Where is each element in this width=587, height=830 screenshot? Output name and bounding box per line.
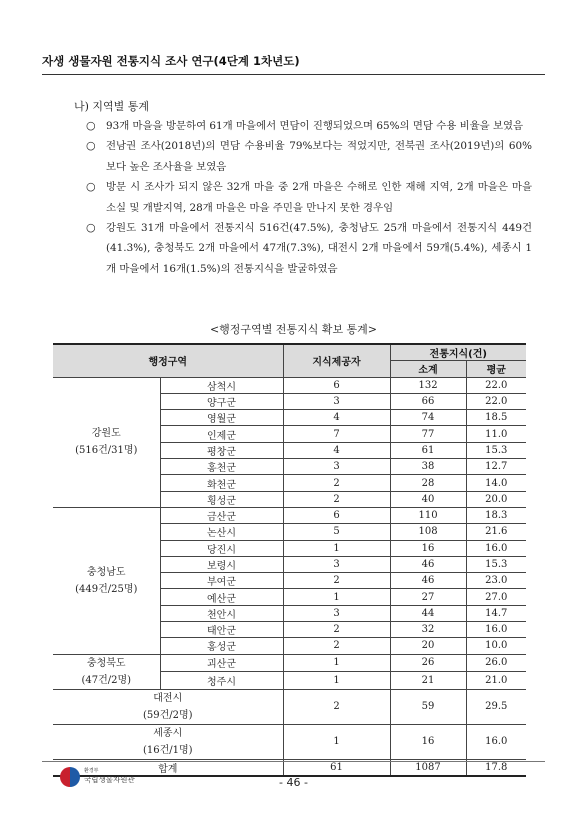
average-cell: 26.0 [466,654,526,672]
bullet-text: 강원도 31개 마을에서 전통지식 516건(47.5%), 충청남도 25개 마을에서 전통지식 449건(41.3%), 충청북도 2개 마을에서 47개(7.3%), 대전시 2개 마을에서 59개(5.4%), 세종시 1개 마을에서 16개(1.5%)의 전통지식을 발굴하였음 [106,222,532,275]
average-cell: 18.5 [466,410,526,426]
subtotal-cell: 46 [390,573,466,589]
average-cell: 16.0 [466,540,526,556]
district-cell: 괴산군 [160,654,283,672]
subtotal-cell: 27 [390,589,466,605]
average-cell: 21.0 [466,672,526,690]
region-cell [53,377,160,507]
total-providers: 61 [283,759,390,776]
region-statistics-table [53,343,526,777]
header-knowledge: 전통지식(건) [390,344,526,361]
providers-cell: 5 [283,524,390,540]
subtotal-cell: 61 [390,442,466,458]
region-summary: (449건/25명) [75,583,138,595]
region-summary: (59건/2명) [142,709,193,721]
providers-cell: 1 [283,672,390,690]
district-cell: 부여군 [160,573,283,589]
providers-cell: 3 [283,605,390,621]
table-row [53,507,526,523]
district-cell: 홍성군 [160,638,283,654]
region-summary: (47건/2명) [81,674,132,686]
region-cell [53,507,160,654]
subtotal-cell: 26 [390,654,466,672]
bullet-item [86,177,532,218]
average-cell: 22.0 [466,377,526,393]
providers-cell: 2 [283,573,390,589]
total-label: 합계 [53,759,283,776]
district-cell: 영월군 [160,410,283,426]
district-cell: 논산시 [160,524,283,540]
header-divider [42,74,545,75]
average-cell: 15.3 [466,442,526,458]
district-cell: 평창군 [160,442,283,458]
average-cell: 16.0 [466,724,526,759]
region-name: 강원도 [91,428,121,440]
subtotal-cell: 132 [390,377,466,393]
circle-bullet-icon: ○ [86,221,96,235]
average-cell: 10.0 [466,638,526,654]
providers-cell: 2 [283,638,390,654]
average-cell: 18.3 [466,507,526,523]
bullet-text: 93개 마을을 방문하여 61개 마을에서 면담이 진행되었으며 65%의 면담 수용 비율을 보였음 [106,120,524,132]
district-cell: 예산군 [160,589,283,605]
subtotal-cell: 46 [390,556,466,572]
providers-cell: 1 [283,724,390,759]
region-cell [53,654,160,689]
subtotal-cell: 108 [390,524,466,540]
subtotal-cell: 66 [390,393,466,409]
circle-bullet-icon: ○ [86,139,96,153]
district-cell: 삼척시 [160,377,283,393]
providers-cell: 3 [283,393,390,409]
providers-cell: 3 [283,556,390,572]
total-average: 17.8 [466,759,526,776]
table-row [53,654,526,672]
bullet-text: 방문 시 조사가 되지 않은 32개 마을 중 2개 마을은 수해로 인한 재해 지역, 2개 마을은 마을 소실 및 개발지역, 28개 마을은 마을 주민을 만나지 못한 경우임 [106,181,532,214]
average-cell: 14.0 [466,475,526,491]
district-cell: 태안군 [160,622,283,638]
subtotal-cell: 77 [390,426,466,442]
district-cell: 홍천군 [160,459,283,475]
subtotal-cell: 40 [390,491,466,507]
table-row [53,377,526,393]
average-cell: 16.0 [466,622,526,638]
region-summary: (16건/1명) [142,744,193,756]
region-name: 대전시 [153,692,183,704]
logo-institute: 국립생물자원관 [84,775,135,784]
circle-bullet-icon: ○ [86,180,96,194]
average-cell: 23.0 [466,573,526,589]
subtotal-cell: 59 [390,689,466,724]
average-cell: 21.6 [466,524,526,540]
region-name: 충청남도 [86,566,126,578]
footer-divider [42,761,545,762]
bullet-item [86,136,532,177]
region-name: 충청북도 [86,657,126,669]
table-row [53,724,526,759]
subtotal-cell: 20 [390,638,466,654]
district-cell: 화천군 [160,475,283,491]
average-cell: 15.3 [466,556,526,572]
providers-cell: 2 [283,491,390,507]
district-cell: 천안시 [160,605,283,621]
logo-ministry: 환경부 [84,768,99,774]
district-cell: 양구군 [160,393,283,409]
providers-cell: 3 [283,459,390,475]
subtotal-cell: 74 [390,410,466,426]
bullet-list [86,116,532,279]
region-name: 세종시 [153,727,183,739]
header-subtotal: 소계 [390,361,466,377]
providers-cell: 7 [283,426,390,442]
header-providers: 지식제공자 [283,344,390,377]
subtotal-cell: 16 [390,540,466,556]
page-number: - 46 - [279,776,308,789]
average-cell: 27.0 [466,589,526,605]
providers-cell: 6 [283,377,390,393]
district-cell: 인제군 [160,426,283,442]
bullet-text: 전남권 조사(2018년)의 면담 수용비율 79%보다는 적었지만, 전북권 조사(2019년)의 60%보다 높은 조사율을 보였음 [106,140,532,173]
district-cell: 보령시 [160,556,283,572]
region-cell [53,724,283,759]
average-cell: 11.0 [466,426,526,442]
region-cell [53,689,283,724]
bullet-item [86,116,532,136]
district-cell: 당진시 [160,540,283,556]
subtotal-cell: 21 [390,672,466,690]
region-summary: (516건/31명) [75,445,138,457]
average-cell: 20.0 [466,491,526,507]
subtotal-cell: 32 [390,622,466,638]
providers-cell: 1 [283,589,390,605]
providers-cell: 1 [283,654,390,672]
providers-cell: 2 [283,622,390,638]
subtotal-cell: 44 [390,605,466,621]
total-subtotal: 1087 [390,759,466,776]
providers-cell: 6 [283,507,390,523]
average-cell: 12.7 [466,459,526,475]
providers-cell: 2 [283,475,390,491]
header-region: 행정구역 [53,344,283,377]
providers-cell: 2 [283,689,390,724]
subtotal-cell: 16 [390,724,466,759]
section-heading: 나) 지역별 통계 [74,100,150,113]
circle-bullet-icon: ○ [86,119,96,132]
providers-cell: 1 [283,540,390,556]
subtotal-cell: 110 [390,507,466,523]
average-cell: 29.5 [466,689,526,724]
average-cell: 22.0 [466,393,526,409]
providers-cell: 4 [283,442,390,458]
district-cell: 금산군 [160,507,283,523]
bullet-item [86,218,532,279]
district-cell: 횡성군 [160,491,283,507]
page-header-title: 자생 생물자원 전통지식 조사 연구(4단계 1차년도) [42,54,300,68]
providers-cell: 4 [283,410,390,426]
average-cell: 14.7 [466,605,526,621]
header-average: 평균 [466,361,526,377]
table-title: <행정구역별 전통지식 확보 통계> [209,323,378,336]
subtotal-cell: 28 [390,475,466,491]
subtotal-cell: 38 [390,459,466,475]
district-cell: 청주시 [160,672,283,690]
table-row [53,689,526,724]
